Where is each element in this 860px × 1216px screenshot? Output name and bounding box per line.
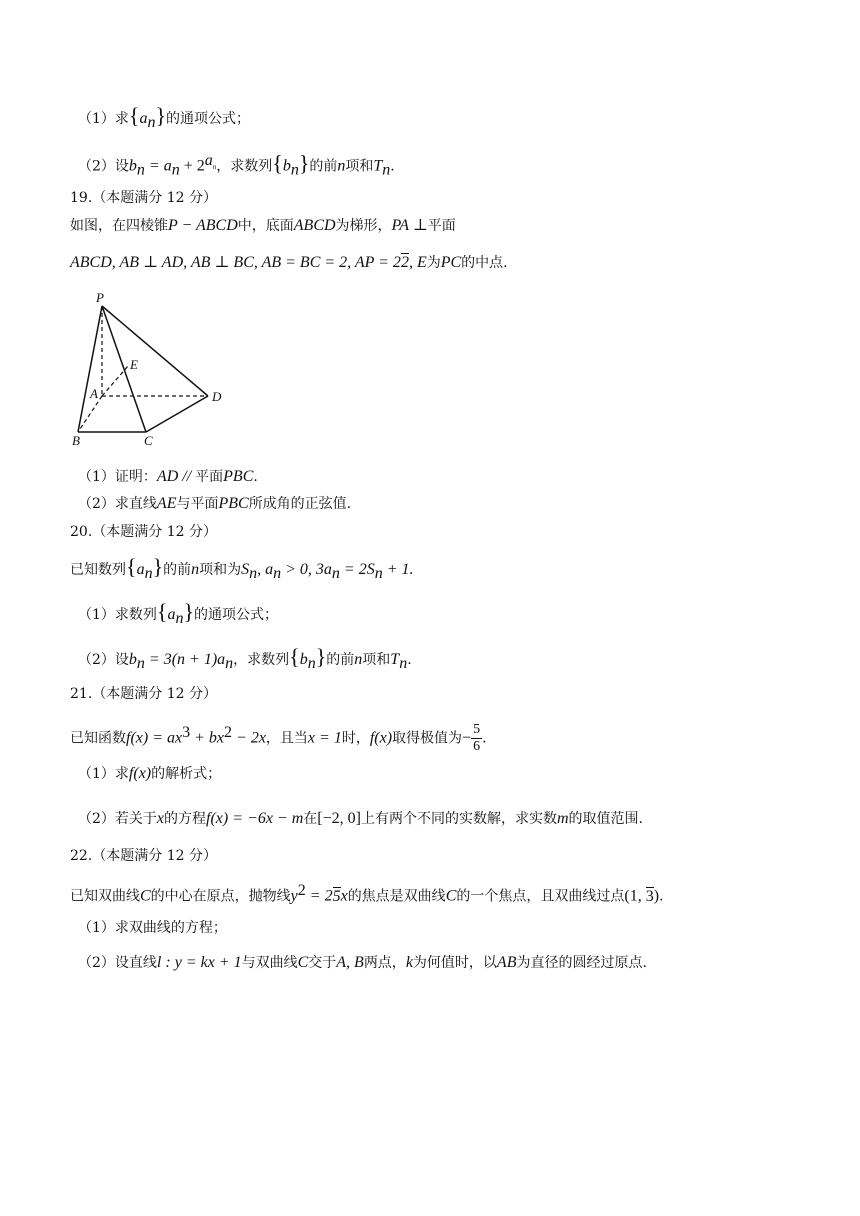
q19-stem-line1: 如图，在四棱锥P − ABCD中，底面ABCD为梯形，PA ⊥平面 bbox=[70, 217, 456, 234]
label-E: E bbox=[130, 357, 138, 372]
q19-header: 19.（本题满分 12 分） bbox=[70, 190, 217, 206]
q21-header: 21.（本题满分 12 分） bbox=[70, 686, 217, 702]
q22-stem: 已知双曲线C的中心在原点，抛物线$y^2 = 25x$的焦点是双曲线C的一个焦点，且双曲线过点(1, 3). bbox=[70, 882, 664, 905]
q21-stem: 已知函数$f(x) = ax^3 + bx^2 - 2x$，且当x = 1时，f(x)取得极值为− $\frac{5}{6}$ . bbox=[70, 722, 487, 755]
label-D: D bbox=[212, 389, 222, 404]
label-B: B bbox=[72, 433, 80, 448]
q20-header: 20.（本题满分 12 分） bbox=[70, 524, 217, 540]
q19-part2: （2）求直线AE与平面PBC所成角的正弦值. bbox=[78, 495, 352, 512]
edge-CD bbox=[146, 396, 208, 432]
fraction-5-6: $\frac{5}{6}$ bbox=[473, 722, 481, 755]
q22-part2: （2）设直线l : y = kx + 1与双曲线C交于A, B两点，k为何值时，以AB为直径的圆经过原点. bbox=[78, 954, 647, 971]
q22-header: 22.（本题满分 12 分） bbox=[70, 848, 217, 864]
q22-part1: （1）求双曲线的方程； bbox=[78, 920, 227, 936]
q20-part1: （1）求数列$\{a_n\}$的通项公式； bbox=[78, 599, 279, 627]
q18-part2: （2）设$b_n = a_n + 2^{a_n}$，求数列$\{b_n\}$的前n项和$T_n$. bbox=[78, 150, 395, 179]
q18-part1: （1）求$\{a_n\}$的通项公式； bbox=[78, 103, 251, 131]
q21-part2: （2）若关于x的方程f(x) = −6x − m在[−2, 0]上有两个不同的实数解，求实数m的取值范围. bbox=[78, 810, 643, 827]
label-C: C bbox=[144, 433, 153, 448]
q19-stem-line2: ABCD, AB ⊥ AD, AB ⊥ BC, AB = BC = 2, AP = 22, E为PC的中点. bbox=[70, 254, 508, 271]
label-A: A bbox=[90, 386, 98, 401]
q19-part1: （1）证明：AD // 平面PBC. bbox=[78, 468, 258, 485]
q20-part2: （2）设$b_n = 3(n + 1)a_n$，求数列$\{b_n\}$的前n项和$T_n$. bbox=[78, 644, 412, 672]
label-P: P bbox=[96, 290, 104, 305]
q21-part1: （1）求f(x)的解析式； bbox=[78, 765, 222, 782]
pyramid-figure bbox=[70, 290, 240, 450]
edge-PB bbox=[78, 306, 102, 432]
q20-stem: 已知数列$\{a_n\}$的前n项和为$S_n$, $a_n > 0$, $3a_n = 2S_n + 1$. bbox=[70, 554, 414, 582]
